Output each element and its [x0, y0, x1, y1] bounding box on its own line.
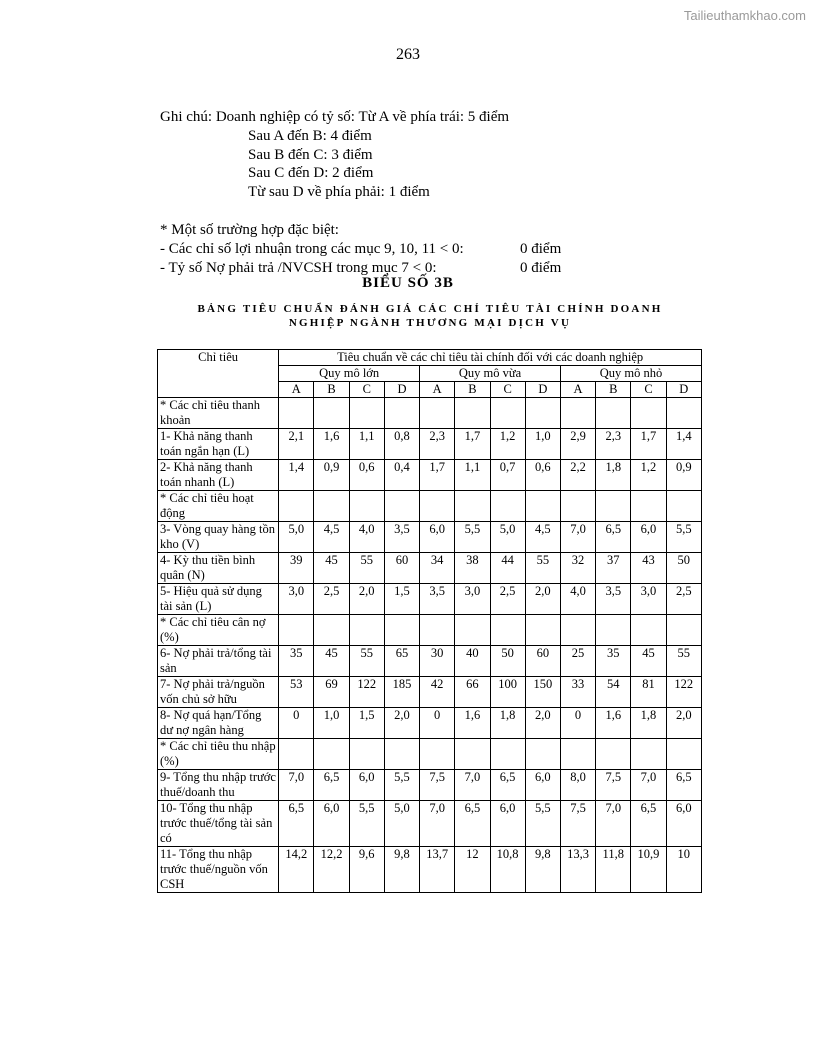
- table-cell: 13,3: [560, 847, 595, 893]
- table-cell: 7,0: [455, 770, 490, 801]
- table-cell: 34: [420, 553, 455, 584]
- header-grade: B: [314, 382, 349, 398]
- table-cell: 2,5: [666, 584, 701, 615]
- row-label: 10- Tổng thu nhập trước thuế/tổng tài sản có: [158, 801, 279, 847]
- table-cell: [279, 615, 314, 646]
- table-cell: 32: [560, 553, 595, 584]
- table-cell: 55: [666, 646, 701, 677]
- table-cell: [314, 491, 349, 522]
- table-row: [158, 553, 702, 584]
- table-cell: [596, 739, 631, 770]
- table-row: [158, 801, 702, 847]
- table-row: [158, 615, 702, 646]
- table-cell: 2,3: [420, 429, 455, 460]
- special-case-score: 0 điểm: [520, 240, 562, 257]
- table-cell: 1,7: [420, 460, 455, 491]
- table-cell: 10,9: [631, 847, 666, 893]
- table-cell: 1,6: [596, 708, 631, 739]
- table-cell: [560, 398, 595, 429]
- document-title: BIỂU SỐ 3B: [362, 275, 454, 291]
- table-cell: 53: [279, 677, 314, 708]
- table-cell: [560, 739, 595, 770]
- table-cell: 2,5: [314, 584, 349, 615]
- header-grade: B: [455, 382, 490, 398]
- table-cell: [455, 491, 490, 522]
- table-cell: 1,0: [314, 708, 349, 739]
- row-label: 7- Nợ phải trả/nguồn vốn chủ sở hữu: [158, 677, 279, 708]
- table-cell: 1,5: [384, 584, 419, 615]
- header-grade: C: [490, 382, 525, 398]
- header-grade: A: [560, 382, 595, 398]
- table-cell: 30: [420, 646, 455, 677]
- table-cell: 100: [490, 677, 525, 708]
- table-cell: 55: [349, 646, 384, 677]
- table-cell: [596, 615, 631, 646]
- table-cell: [349, 615, 384, 646]
- table-cell: 39: [279, 553, 314, 584]
- table-cell: 2,0: [384, 708, 419, 739]
- table-cell: 4,5: [525, 522, 560, 553]
- table-cell: [279, 739, 314, 770]
- row-label: * Các chỉ tiêu cân nợ (%): [158, 615, 279, 646]
- table-cell: 3,0: [631, 584, 666, 615]
- header-grade: D: [384, 382, 419, 398]
- table-row: [158, 739, 702, 770]
- table-cell: 2,9: [560, 429, 595, 460]
- row-label: 9- Tổng thu nhập trước thuế/doanh thu: [158, 770, 279, 801]
- table-cell: 7,0: [596, 801, 631, 847]
- table-cell: 69: [314, 677, 349, 708]
- table-cell: 5,0: [279, 522, 314, 553]
- table-cell: 6,5: [490, 770, 525, 801]
- table-cell: 6,5: [631, 801, 666, 847]
- table-cell: 0: [560, 708, 595, 739]
- table-cell: 5,0: [490, 522, 525, 553]
- table-cell: [314, 398, 349, 429]
- table-cell: [490, 615, 525, 646]
- table-cell: [349, 739, 384, 770]
- table-cell: 50: [490, 646, 525, 677]
- header-grade: D: [666, 382, 701, 398]
- table-cell: 1,2: [490, 429, 525, 460]
- table-cell: [349, 398, 384, 429]
- table-cell: [666, 615, 701, 646]
- row-label: 4- Kỳ thu tiền bình quân (N): [158, 553, 279, 584]
- special-case: [160, 240, 561, 259]
- table-title: BẢNG TIÊU CHUẨN ĐÁNH GIÁ CÁC CHỈ TIÊU TÀI CHÍNH DOANH NGHIỆP NGÀNH THƯƠNG MẠI DỊCH VỤ: [197, 303, 663, 329]
- table-cell: 185: [384, 677, 419, 708]
- table-cell: 6,5: [455, 801, 490, 847]
- table-row: [158, 708, 702, 739]
- table-cell: 44: [490, 553, 525, 584]
- table-cell: [279, 491, 314, 522]
- watermark: Tailieuthamkhao.com: [683, 8, 806, 23]
- header-grade: C: [631, 382, 666, 398]
- table-cell: 1,7: [631, 429, 666, 460]
- table-cell: 0: [279, 708, 314, 739]
- table-cell: 122: [349, 677, 384, 708]
- row-label: 5- Hiệu quả sử dụng tài sản (L): [158, 584, 279, 615]
- table-cell: 13,7: [420, 847, 455, 893]
- table-row: [158, 847, 702, 893]
- note-line: Sau C đến D: 2 điểm: [248, 165, 374, 182]
- table-cell: [384, 398, 419, 429]
- table-row: [158, 522, 702, 553]
- table-row: [158, 398, 702, 429]
- table-cell: 6,0: [666, 801, 701, 847]
- table-cell: [666, 491, 701, 522]
- table-cell: 0,6: [525, 460, 560, 491]
- criteria-table: [157, 349, 702, 893]
- table-cell: [490, 491, 525, 522]
- table-row: [158, 491, 702, 522]
- table-cell: 33: [560, 677, 595, 708]
- table-cell: 0,7: [490, 460, 525, 491]
- table-cell: 3,5: [384, 522, 419, 553]
- table-cell: 6,0: [314, 801, 349, 847]
- header-grade: A: [279, 382, 314, 398]
- table-cell: 1,4: [666, 429, 701, 460]
- header-grade: A: [420, 382, 455, 398]
- table-cell: 2,0: [349, 584, 384, 615]
- table-cell: 1,8: [631, 708, 666, 739]
- table-cell: 81: [631, 677, 666, 708]
- table-cell: 6,0: [525, 770, 560, 801]
- table-cell: 10: [666, 847, 701, 893]
- table-cell: 1,6: [455, 708, 490, 739]
- table-cell: 3,5: [596, 584, 631, 615]
- table-cell: 6,0: [631, 522, 666, 553]
- table-cell: 25: [560, 646, 595, 677]
- table-cell: 9,8: [525, 847, 560, 893]
- special-case-score: 0 điểm: [520, 259, 562, 276]
- table-cell: 35: [596, 646, 631, 677]
- table-cell: 14,2: [279, 847, 314, 893]
- table-cell: 1,1: [349, 429, 384, 460]
- table-cell: [596, 491, 631, 522]
- table-cell: [455, 739, 490, 770]
- note-line: Ghi chú: Doanh nghiệp có tỷ số: Từ A về phía trái: 5 điểm: [160, 109, 510, 125]
- table-cell: [631, 491, 666, 522]
- table-cell: 10,8: [490, 847, 525, 893]
- table-cell: [420, 398, 455, 429]
- row-label: * Các chỉ tiêu hoạt động: [158, 491, 279, 522]
- table-cell: 3,5: [420, 584, 455, 615]
- table-cell: 8,0: [560, 770, 595, 801]
- table-cell: 6,0: [420, 522, 455, 553]
- table-cell: 7,0: [279, 770, 314, 801]
- scoring-notes: [160, 108, 509, 202]
- table-body: [158, 398, 702, 893]
- row-label: 6- Nợ phải trả/tổng tài sản: [158, 646, 279, 677]
- header-standard: Tiêu chuẩn về các chỉ tiêu tài chính đối với các doanh nghiệp: [279, 350, 702, 366]
- table-cell: 37: [596, 553, 631, 584]
- table-cell: 6,5: [314, 770, 349, 801]
- header-indicator: Chỉ tiêu: [158, 350, 279, 398]
- table-cell: 12: [455, 847, 490, 893]
- table-cell: 2,5: [490, 584, 525, 615]
- row-label: 11- Tổng thu nhập trước thuế/nguồn vốn CSH: [158, 847, 279, 893]
- table-cell: 6,0: [349, 770, 384, 801]
- table-cell: 122: [666, 677, 701, 708]
- header-group: Quy mô lớn: [279, 366, 420, 382]
- table-cell: 55: [525, 553, 560, 584]
- table-cell: [384, 739, 419, 770]
- table-cell: [666, 739, 701, 770]
- table-cell: 1,5: [349, 708, 384, 739]
- table-cell: 4,5: [314, 522, 349, 553]
- table-cell: 35: [279, 646, 314, 677]
- table-row: [158, 429, 702, 460]
- table-cell: [314, 739, 349, 770]
- table-cell: 5,5: [666, 522, 701, 553]
- table-cell: 42: [420, 677, 455, 708]
- table-cell: 0,4: [384, 460, 419, 491]
- table-cell: [596, 398, 631, 429]
- table-cell: 0,6: [349, 460, 384, 491]
- table-cell: [560, 491, 595, 522]
- table-cell: 7,5: [560, 801, 595, 847]
- table-cell: 5,5: [455, 522, 490, 553]
- table-cell: [525, 615, 560, 646]
- table-cell: [420, 739, 455, 770]
- table-cell: [666, 398, 701, 429]
- header-grade: B: [596, 382, 631, 398]
- table-cell: 12,2: [314, 847, 349, 893]
- table-cell: [560, 615, 595, 646]
- table-cell: [631, 615, 666, 646]
- table-cell: 38: [455, 553, 490, 584]
- table-cell: 1,2: [631, 460, 666, 491]
- table-cell: [279, 398, 314, 429]
- table-cell: 6,5: [596, 522, 631, 553]
- table-cell: [525, 398, 560, 429]
- table-row: [158, 677, 702, 708]
- note-line: Sau A đến B: 4 điểm: [248, 127, 372, 144]
- row-label: 3- Vòng quay hàng tồn kho (V): [158, 522, 279, 553]
- table-cell: [631, 739, 666, 770]
- table-row: [158, 770, 702, 801]
- table-cell: [631, 398, 666, 429]
- table-cell: 65: [384, 646, 419, 677]
- table-cell: 4,0: [560, 584, 595, 615]
- table-cell: 0,9: [314, 460, 349, 491]
- table-cell: [420, 615, 455, 646]
- header-group: Quy mô vừa: [420, 366, 561, 382]
- table-cell: 1,0: [525, 429, 560, 460]
- table-cell: 0: [420, 708, 455, 739]
- header-grade: D: [525, 382, 560, 398]
- table-cell: [420, 491, 455, 522]
- table-cell: 50: [666, 553, 701, 584]
- table-cell: 60: [525, 646, 560, 677]
- table-cell: 45: [314, 553, 349, 584]
- row-label: * Các chỉ tiêu thu nhập (%): [158, 739, 279, 770]
- page-number: 263: [396, 46, 420, 63]
- table-cell: [455, 615, 490, 646]
- table-cell: [525, 739, 560, 770]
- header-group: Quy mô nhỏ: [560, 366, 701, 382]
- header-grade: C: [349, 382, 384, 398]
- table-cell: 3,0: [279, 584, 314, 615]
- table-cell: 7,0: [560, 522, 595, 553]
- table-cell: 150: [525, 677, 560, 708]
- table-cell: 3,0: [455, 584, 490, 615]
- special-case-text: - Các chỉ số lợi nhuận trong các mục 9, 10, 11 < 0:: [160, 240, 464, 257]
- table-cell: 1,1: [455, 460, 490, 491]
- table-cell: 9,6: [349, 847, 384, 893]
- table-cell: 45: [631, 646, 666, 677]
- table-cell: 2,0: [525, 584, 560, 615]
- table-cell: 2,2: [560, 460, 595, 491]
- table-cell: [490, 398, 525, 429]
- table-cell: 7,5: [420, 770, 455, 801]
- table-cell: 1,8: [490, 708, 525, 739]
- table-row: [158, 646, 702, 677]
- table-cell: 60: [384, 553, 419, 584]
- table-row: [158, 460, 702, 491]
- table-cell: 40: [455, 646, 490, 677]
- table-cell: 7,0: [631, 770, 666, 801]
- table-cell: 2,0: [525, 708, 560, 739]
- table-cell: 5,5: [349, 801, 384, 847]
- table-cell: 7,0: [420, 801, 455, 847]
- table-cell: 6,5: [279, 801, 314, 847]
- table-cell: 11,8: [596, 847, 631, 893]
- table-cell: 5,5: [384, 770, 419, 801]
- row-label: 1- Khả năng thanh toán ngắn hạn (L): [158, 429, 279, 460]
- special-cases: [160, 221, 561, 277]
- table-cell: 43: [631, 553, 666, 584]
- note-line: Từ sau D về phía phải: 1 điểm: [248, 184, 430, 201]
- table-cell: 1,6: [314, 429, 349, 460]
- table-cell: 0,9: [666, 460, 701, 491]
- table-cell: 2,0: [666, 708, 701, 739]
- table-cell: 5,5: [525, 801, 560, 847]
- table-cell: 1,8: [596, 460, 631, 491]
- table-cell: [384, 491, 419, 522]
- table-cell: 2,3: [596, 429, 631, 460]
- table-cell: 6,5: [666, 770, 701, 801]
- table-cell: 9,8: [384, 847, 419, 893]
- row-label: 2- Khả năng thanh toán nhanh (L): [158, 460, 279, 491]
- table-cell: 55: [349, 553, 384, 584]
- table-cell: 7,5: [596, 770, 631, 801]
- special-case-text: - Tỷ số Nợ phải trả /NVCSH trong mục 7 < 0:: [160, 259, 437, 276]
- table-cell: 6,0: [490, 801, 525, 847]
- table-cell: 0,8: [384, 429, 419, 460]
- table-cell: 66: [455, 677, 490, 708]
- table-cell: 4,0: [349, 522, 384, 553]
- table-cell: [490, 739, 525, 770]
- table-cell: 54: [596, 677, 631, 708]
- table-cell: 1,7: [455, 429, 490, 460]
- table-cell: 2,1: [279, 429, 314, 460]
- table-cell: [384, 615, 419, 646]
- special-heading: * Một số trường hợp đặc biệt:: [160, 222, 339, 238]
- table-cell: 45: [314, 646, 349, 677]
- table-cell: [455, 398, 490, 429]
- note-line: Sau B đến C: 3 điểm: [248, 146, 373, 163]
- row-label: 8- Nợ quá hạn/Tổng dư nợ ngân hàng: [158, 708, 279, 739]
- table-cell: [525, 491, 560, 522]
- table-row: [158, 584, 702, 615]
- row-label: * Các chỉ tiêu thanh khoản: [158, 398, 279, 429]
- table-cell: 5,0: [384, 801, 419, 847]
- table-cell: [349, 491, 384, 522]
- table-cell: [314, 615, 349, 646]
- table-cell: 1,4: [279, 460, 314, 491]
